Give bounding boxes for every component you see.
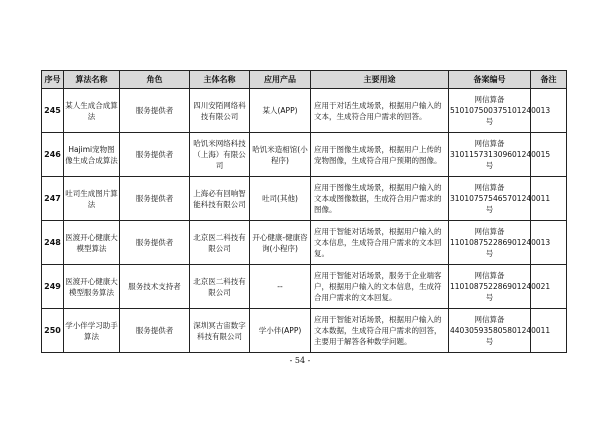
header-usage: 主要用途 <box>311 71 449 89</box>
row-role: 服务提供者 <box>120 89 190 133</box>
row-no: 250 <box>42 309 64 353</box>
header-entity-name: 主体名称 <box>190 71 250 89</box>
header-no: 序号 <box>42 71 64 89</box>
row-product: 学小伴(APP) <box>250 309 311 353</box>
row-entity: 哈饥米网络科技（上海）有限公司 <box>190 133 250 177</box>
row-entity: 深圳冥古宙数字科技有限公司 <box>190 309 250 353</box>
row-record: 网信算备510107500375101240013号 <box>449 89 531 133</box>
row-usage: 应用于智能对话场景，服务于企业端客户，根据用户输入的文本信息，生成符合用户需求的文本回复。 <box>311 265 449 309</box>
row-usage: 应用于智能对话场景，根据用户输入的文本信息，生成符合用户需求的文本回复。 <box>311 221 449 265</box>
row-entity: 四川安陌网络科技有限公司 <box>190 89 250 133</box>
row-usage: 应用于图像生成场景，根据用户上传的宠物图像，生成符合用户预期的图像。 <box>311 133 449 177</box>
row-product: 哈饥米造相馆(小程序) <box>250 133 311 177</box>
row-role: 服务技术支持者 <box>120 265 190 309</box>
header-algorithm-name: 算法名称 <box>64 71 120 89</box>
row-usage: 应用于智能对话场景，根据用户输入的文本数据，生成符合用户需求的回答，主要用于解答各种数学问题。 <box>311 309 449 353</box>
row-algorithm: 学小伴学习助手算法 <box>64 309 120 353</box>
row-algorithm: 吐司生成图片算法 <box>64 177 120 221</box>
row-no: 248 <box>42 221 64 265</box>
header-record-number: 备案编号 <box>449 71 531 89</box>
row-algorithm: 医渡开心健康大模型算法 <box>64 221 120 265</box>
row-no: 246 <box>42 133 64 177</box>
row-product: 吐司(其他) <box>250 177 311 221</box>
row-entity: 北京医二科技有限公司 <box>190 265 250 309</box>
row-product: -- <box>250 265 311 309</box>
row-role: 服务提供者 <box>120 221 190 265</box>
header-note: 备注 <box>531 71 567 89</box>
row-usage: 应用于图像生成场景，根据用户输入的文本或图像数据，生成符合用户需求的图像。 <box>311 177 449 221</box>
header-role: 角色 <box>120 71 190 89</box>
row-no: 247 <box>42 177 64 221</box>
row-role: 服务提供者 <box>120 133 190 177</box>
row-record: 网信算备110108752286901240013号 <box>449 221 531 265</box>
row-product: 某人(APP) <box>250 89 311 133</box>
algorithm-record-table <box>41 70 567 353</box>
row-no: 245 <box>42 89 64 133</box>
row-algorithm: 某人生成合成算法 <box>64 89 120 133</box>
row-no: 249 <box>42 265 64 309</box>
row-record: 网信算备310115731309601240015号 <box>449 133 531 177</box>
row-product: 开心健康-健康咨询(小程序) <box>250 221 311 265</box>
table-row <box>42 265 567 309</box>
table-row <box>42 177 567 221</box>
row-entity: 北京医二科技有限公司 <box>190 221 250 265</box>
table-row <box>42 221 567 265</box>
row-usage: 应用于对话生成场景，根据用户输入的文本，生成符合用户需求的回答。 <box>311 89 449 133</box>
row-entity: 上海必有回响智能科技有限公司 <box>190 177 250 221</box>
row-record: 网信算备440305935805801240011号 <box>449 309 531 353</box>
table-row <box>42 89 567 133</box>
header-product: 应用产品 <box>250 71 311 89</box>
row-record: 网信算备110108752286901240021号 <box>449 265 531 309</box>
row-algorithm: Hajimi宠物图像生成合成算法 <box>64 133 120 177</box>
row-role: 服务提供者 <box>120 177 190 221</box>
table-row <box>42 309 567 353</box>
row-role: 服务提供者 <box>120 309 190 353</box>
page-number: - 54 - <box>289 356 311 365</box>
table-header-row <box>42 71 567 89</box>
row-algorithm: 医渡开心健康大模型服务算法 <box>64 265 120 309</box>
row-record: 网信算备310107575465701240011号 <box>449 177 531 221</box>
table-row <box>42 133 567 177</box>
